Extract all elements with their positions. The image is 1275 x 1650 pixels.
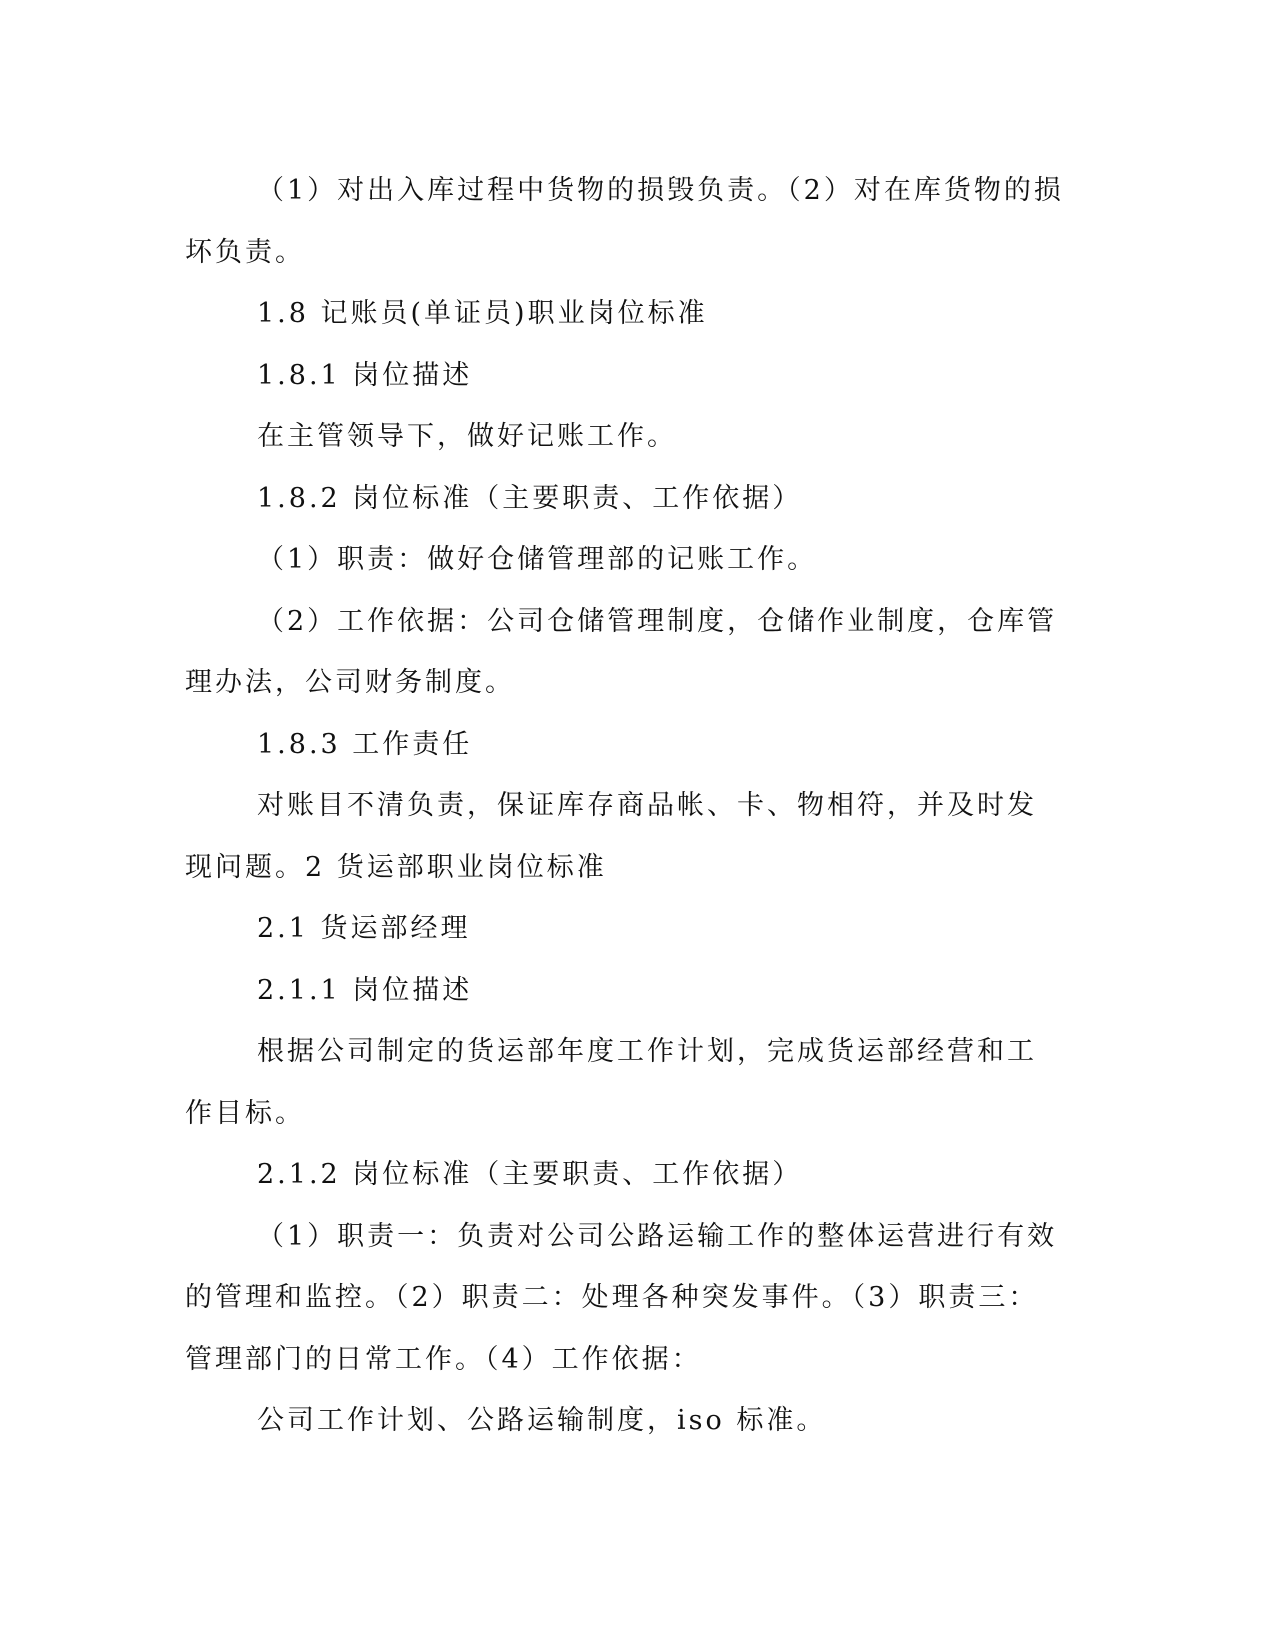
paragraph-damage-responsibility: （1）对出入库过程中货物的损毁负责。（2）对在库货物的损坏负责。 — [185, 175, 1064, 268]
paragraph-2-1-2-basis: 公司工作计划、公路运输制度，iso 标准。 — [257, 1405, 827, 1436]
heading-1-8: 1.8 记账员(单证员)职业岗位标准 — [257, 298, 708, 329]
heading-2-1: 2.1 货运部经理 — [257, 913, 471, 944]
document-body — [185, 160, 1065, 1452]
heading-1-8-1: 1.8.1 岗位描述 — [257, 359, 473, 391]
heading-1-8-2: 1.8.2 岗位标准（主要职责、工作依据） — [257, 482, 803, 514]
paragraph-2-1-1-body: 根据公司制定的货运部年度工作计划，完成货运部经营和工作目标。 — [185, 1036, 1037, 1129]
heading-2-1-1: 2.1.1 岗位描述 — [257, 974, 473, 1006]
heading-1-8-3: 1.8.3 工作责任 — [257, 728, 473, 760]
paragraph-2-1-2-duties: （1）职责一：负责对公司公路运输工作的整体运营进行有效的管理和监控。（2）职责二：处理各种突发事件。（3）职责三：管理部门的日常工作。（4）工作依据： — [185, 1220, 1058, 1375]
paragraph-1-8-2-duty: （1）职责：做好仓储管理部的记账工作。 — [257, 544, 818, 575]
paragraph-1-8-1-body: 在主管领导下，做好记账工作。 — [257, 421, 677, 452]
paragraph-1-8-3-body: 对账目不清负责，保证库存商品帐、卡、物相符，并及时发现问题。2 货运部职业岗位标准 — [185, 790, 1037, 883]
paragraph-1-8-2-basis: （2）工作依据：公司仓储管理制度，仓储作业制度，仓库管理办法，公司财务制度。 — [185, 605, 1058, 698]
heading-2-1-2: 2.1.2 岗位标准（主要职责、工作依据） — [257, 1159, 803, 1190]
